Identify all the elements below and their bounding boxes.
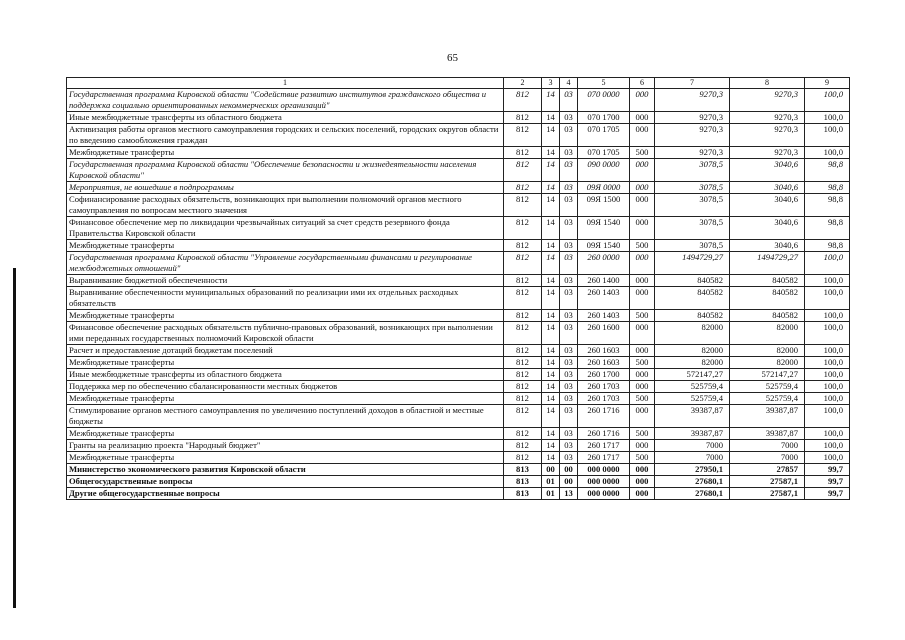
row-name: Иные межбюджетные трансферты из областного бюджета	[67, 369, 504, 381]
target-article-code: 070 1705	[578, 147, 630, 159]
execution-percent: 99,7	[805, 488, 850, 500]
subsection-code: 03	[560, 240, 578, 252]
row-name: Активизация работы органов местного самоуправления городских и сельских поселений, городских округов области по введению самообложения граждан	[67, 124, 504, 147]
execution-percent: 100,0	[805, 452, 850, 464]
executed-amount: 3040,6	[730, 217, 805, 240]
target-article-code: 000 0000	[578, 464, 630, 476]
planned-amount: 3078,5	[655, 182, 730, 194]
subsection-code: 13	[560, 488, 578, 500]
row-name: Государственная программа Кировской области "Обеспечение безопасности и жизнедеятельности населения Кировской области"	[67, 159, 504, 182]
planned-amount: 39387,87	[655, 405, 730, 428]
table-row	[67, 182, 850, 194]
executed-amount: 572147,27	[730, 369, 805, 381]
executed-amount: 82000	[730, 345, 805, 357]
row-name: Расчет и предоставление дотаций бюджетам поселений	[67, 345, 504, 357]
target-article-code: 070 0000	[578, 89, 630, 112]
section-code: 14	[542, 112, 560, 124]
subsection-code: 03	[560, 194, 578, 217]
planned-amount: 525759,4	[655, 381, 730, 393]
row-name: Выравнивание бюджетной обеспеченности	[67, 275, 504, 287]
execution-percent: 100,0	[805, 322, 850, 345]
expense-type-code: 000	[630, 345, 655, 357]
expense-type-code: 000	[630, 252, 655, 275]
expense-type-code: 000	[630, 194, 655, 217]
target-article-code: 000 0000	[578, 476, 630, 488]
section-code: 14	[542, 393, 560, 405]
section-code: 14	[542, 275, 560, 287]
table-row	[67, 476, 850, 488]
execution-percent: 98,8	[805, 159, 850, 182]
subsection-code: 03	[560, 89, 578, 112]
table-row	[67, 428, 850, 440]
table-row	[67, 381, 850, 393]
row-name: Стимулирование органов местного самоуправления по увеличению поступлений доходов в областной и местные бюджеты	[67, 405, 504, 428]
execution-percent: 98,8	[805, 217, 850, 240]
subsection-code: 03	[560, 452, 578, 464]
ministry-code: 812	[504, 194, 542, 217]
executed-amount: 840582	[730, 310, 805, 322]
target-article-code: 09Я 1540	[578, 240, 630, 252]
table-row	[67, 345, 850, 357]
planned-amount: 1494729,27	[655, 252, 730, 275]
column-number: 3	[542, 78, 560, 89]
section-code: 14	[542, 89, 560, 112]
target-article-code: 260 1403	[578, 287, 630, 310]
budget-table	[66, 77, 850, 500]
target-article-code: 070 1700	[578, 112, 630, 124]
section-code: 14	[542, 124, 560, 147]
subsection-code: 03	[560, 287, 578, 310]
scan-edge-line	[13, 268, 16, 608]
section-code: 01	[542, 476, 560, 488]
execution-percent: 100,0	[805, 287, 850, 310]
row-name: Государственная программа Кировской области "Содействие развитию институтов гражданского общества и поддержка социально ориентированных некоммерческих организаций"	[67, 89, 504, 112]
planned-amount: 840582	[655, 275, 730, 287]
executed-amount: 3040,6	[730, 182, 805, 194]
executed-amount: 82000	[730, 322, 805, 345]
expense-type-code: 000	[630, 287, 655, 310]
table-body	[67, 89, 850, 500]
row-name: Выравнивание обеспеченности муниципальных образований по реализации ими их отдельных расходных обязательств	[67, 287, 504, 310]
expense-type-code: 000	[630, 124, 655, 147]
target-article-code: 260 1403	[578, 310, 630, 322]
execution-percent: 99,7	[805, 476, 850, 488]
subsection-code: 03	[560, 147, 578, 159]
table-row	[67, 112, 850, 124]
expense-type-code: 500	[630, 310, 655, 322]
target-article-code: 090 0000	[578, 159, 630, 182]
section-code: 14	[542, 182, 560, 194]
expense-type-code: 000	[630, 182, 655, 194]
ministry-code: 812	[504, 240, 542, 252]
execution-percent: 100,0	[805, 147, 850, 159]
planned-amount: 27680,1	[655, 476, 730, 488]
expense-type-code: 000	[630, 89, 655, 112]
section-code: 14	[542, 310, 560, 322]
target-article-code: 260 1603	[578, 357, 630, 369]
section-code: 14	[542, 287, 560, 310]
planned-amount: 3078,5	[655, 159, 730, 182]
subsection-code: 03	[560, 182, 578, 194]
executed-amount: 525759,4	[730, 381, 805, 393]
column-number: 2	[504, 78, 542, 89]
execution-percent: 100,0	[805, 428, 850, 440]
row-name: Межбюджетные трансферты	[67, 147, 504, 159]
section-code: 14	[542, 428, 560, 440]
table-row	[67, 322, 850, 345]
subsection-code: 03	[560, 252, 578, 275]
subsection-code: 03	[560, 217, 578, 240]
target-article-code: 070 1705	[578, 124, 630, 147]
table-row	[67, 89, 850, 112]
table-row	[67, 357, 850, 369]
column-number: 7	[655, 78, 730, 89]
row-name: Межбюджетные трансферты	[67, 428, 504, 440]
ministry-code: 812	[504, 428, 542, 440]
executed-amount: 82000	[730, 357, 805, 369]
section-code: 14	[542, 217, 560, 240]
planned-amount: 39387,87	[655, 428, 730, 440]
execution-percent: 100,0	[805, 310, 850, 322]
expense-type-code: 500	[630, 393, 655, 405]
subsection-code: 00	[560, 476, 578, 488]
section-code: 14	[542, 194, 560, 217]
planned-amount: 9270,3	[655, 112, 730, 124]
planned-amount: 840582	[655, 310, 730, 322]
target-article-code: 260 1716	[578, 428, 630, 440]
ministry-code: 812	[504, 452, 542, 464]
page-number: 65	[447, 52, 458, 64]
column-number: 8	[730, 78, 805, 89]
subsection-code: 03	[560, 310, 578, 322]
execution-percent: 100,0	[805, 357, 850, 369]
column-number: 6	[630, 78, 655, 89]
row-name: Мероприятия, не вошедшие в подпрограммы	[67, 182, 504, 194]
execution-percent: 100,0	[805, 405, 850, 428]
execution-percent: 100,0	[805, 381, 850, 393]
column-number-row	[67, 78, 850, 89]
target-article-code: 260 1717	[578, 452, 630, 464]
ministry-code: 812	[504, 369, 542, 381]
expense-type-code: 500	[630, 357, 655, 369]
executed-amount: 7000	[730, 440, 805, 452]
subsection-code: 03	[560, 124, 578, 147]
subsection-code: 00	[560, 464, 578, 476]
planned-amount: 7000	[655, 440, 730, 452]
target-article-code: 260 1603	[578, 345, 630, 357]
planned-amount: 9270,3	[655, 124, 730, 147]
target-article-code: 260 1717	[578, 440, 630, 452]
column-number: 4	[560, 78, 578, 89]
subsection-code: 03	[560, 159, 578, 182]
executed-amount: 525759,4	[730, 393, 805, 405]
ministry-code: 812	[504, 112, 542, 124]
ministry-code: 812	[504, 147, 542, 159]
planned-amount: 3078,5	[655, 217, 730, 240]
subsection-code: 03	[560, 405, 578, 428]
section-code: 14	[542, 357, 560, 369]
planned-amount: 572147,27	[655, 369, 730, 381]
planned-amount: 840582	[655, 287, 730, 310]
table-row	[67, 159, 850, 182]
planned-amount: 27950,1	[655, 464, 730, 476]
expense-type-code: 000	[630, 476, 655, 488]
ministry-code: 812	[504, 357, 542, 369]
row-name: Финансовое обеспечение мер по ликвидации чрезвычайных ситуаций за счет средств резервного фонда Правительства Кировской области	[67, 217, 504, 240]
target-article-code: 260 1703	[578, 393, 630, 405]
table-row	[67, 275, 850, 287]
executed-amount: 27587,1	[730, 488, 805, 500]
target-article-code: 09Я 1540	[578, 217, 630, 240]
section-code: 14	[542, 147, 560, 159]
table-row	[67, 287, 850, 310]
section-code: 01	[542, 488, 560, 500]
execution-percent: 100,0	[805, 440, 850, 452]
section-code: 14	[542, 452, 560, 464]
subsection-code: 03	[560, 357, 578, 369]
executed-amount: 3040,6	[730, 194, 805, 217]
planned-amount: 7000	[655, 452, 730, 464]
expense-type-code: 000	[630, 275, 655, 287]
table-row	[67, 310, 850, 322]
ministry-code: 812	[504, 124, 542, 147]
section-code: 14	[542, 345, 560, 357]
executed-amount: 39387,87	[730, 428, 805, 440]
ministry-code: 813	[504, 488, 542, 500]
target-article-code: 260 1703	[578, 381, 630, 393]
expense-type-code: 000	[630, 488, 655, 500]
expense-type-code: 000	[630, 440, 655, 452]
row-name: Гранты на реализацию проекта "Народный бюджет"	[67, 440, 504, 452]
table-row	[67, 440, 850, 452]
section-code: 14	[542, 240, 560, 252]
target-article-code: 000 0000	[578, 488, 630, 500]
planned-amount: 3078,5	[655, 194, 730, 217]
subsection-code: 03	[560, 275, 578, 287]
ministry-code: 812	[504, 89, 542, 112]
subsection-code: 03	[560, 440, 578, 452]
planned-amount: 9270,3	[655, 147, 730, 159]
section-code: 14	[542, 381, 560, 393]
table-row	[67, 452, 850, 464]
execution-percent: 100,0	[805, 369, 850, 381]
ministry-code: 812	[504, 287, 542, 310]
ministry-code: 812	[504, 159, 542, 182]
execution-percent: 98,8	[805, 194, 850, 217]
row-name: Иные межбюджетные трансферты из областного бюджета	[67, 112, 504, 124]
column-number: 1	[67, 78, 504, 89]
expense-type-code: 000	[630, 112, 655, 124]
expense-type-code: 500	[630, 452, 655, 464]
planned-amount: 27680,1	[655, 488, 730, 500]
row-name: Министерство экономического развития Кировской области	[67, 464, 504, 476]
execution-percent: 100,0	[805, 124, 850, 147]
row-name: Софинансирование расходных обязательств, возникающих при выполнении полномочий органов местного самоуправления по вопросам местного значения	[67, 194, 504, 217]
row-name: Межбюджетные трансферты	[67, 357, 504, 369]
section-code: 14	[542, 322, 560, 345]
target-article-code: 09Я 1500	[578, 194, 630, 217]
executed-amount: 1494729,27	[730, 252, 805, 275]
row-name: Общегосударственные вопросы	[67, 476, 504, 488]
section-code: 14	[542, 252, 560, 275]
table-row	[67, 240, 850, 252]
expense-type-code: 000	[630, 369, 655, 381]
planned-amount: 82000	[655, 345, 730, 357]
executed-amount: 9270,3	[730, 89, 805, 112]
expense-type-code: 000	[630, 159, 655, 182]
expense-type-code: 500	[630, 147, 655, 159]
expense-type-code: 500	[630, 428, 655, 440]
executed-amount: 840582	[730, 287, 805, 310]
planned-amount: 525759,4	[655, 393, 730, 405]
table-row	[67, 147, 850, 159]
section-code: 14	[542, 405, 560, 428]
executed-amount: 7000	[730, 452, 805, 464]
ministry-code: 812	[504, 381, 542, 393]
ministry-code: 812	[504, 440, 542, 452]
row-name: Финансовое обеспечение расходных обязательств публично-правовых образований, возникающих при выполнении ими переданных государственных полномочий Кировской области	[67, 322, 504, 345]
execution-percent: 100,0	[805, 112, 850, 124]
table-row	[67, 252, 850, 275]
subsection-code: 03	[560, 322, 578, 345]
expense-type-code: 000	[630, 405, 655, 428]
ministry-code: 812	[504, 217, 542, 240]
row-name: Межбюджетные трансферты	[67, 240, 504, 252]
execution-percent: 100,0	[805, 393, 850, 405]
execution-percent: 100,0	[805, 275, 850, 287]
expense-type-code: 000	[630, 322, 655, 345]
target-article-code: 09Я 0000	[578, 182, 630, 194]
target-article-code: 260 1716	[578, 405, 630, 428]
table-row	[67, 488, 850, 500]
row-name: Поддержка мер по обеспечению сбалансированности местных бюджетов	[67, 381, 504, 393]
executed-amount: 3040,6	[730, 159, 805, 182]
target-article-code: 260 1600	[578, 322, 630, 345]
ministry-code: 812	[504, 345, 542, 357]
row-name: Межбюджетные трансферты	[67, 393, 504, 405]
target-article-code: 260 1700	[578, 369, 630, 381]
subsection-code: 03	[560, 381, 578, 393]
planned-amount: 9270,3	[655, 89, 730, 112]
expense-type-code: 000	[630, 381, 655, 393]
executed-amount: 9270,3	[730, 112, 805, 124]
expense-type-code: 000	[630, 464, 655, 476]
ministry-code: 813	[504, 464, 542, 476]
ministry-code: 812	[504, 182, 542, 194]
executed-amount: 9270,3	[730, 124, 805, 147]
planned-amount: 82000	[655, 357, 730, 369]
execution-percent: 98,8	[805, 182, 850, 194]
row-name: Межбюджетные трансферты	[67, 310, 504, 322]
executed-amount: 39387,87	[730, 405, 805, 428]
section-code: 00	[542, 464, 560, 476]
column-number: 5	[578, 78, 630, 89]
ministry-code: 812	[504, 393, 542, 405]
target-article-code: 260 0000	[578, 252, 630, 275]
table-row	[67, 393, 850, 405]
ministry-code: 812	[504, 310, 542, 322]
ministry-code: 812	[504, 275, 542, 287]
execution-percent: 100,0	[805, 345, 850, 357]
ministry-code: 812	[504, 322, 542, 345]
table-row	[67, 369, 850, 381]
planned-amount: 82000	[655, 322, 730, 345]
target-article-code: 260 1400	[578, 275, 630, 287]
row-name: Государственная программа Кировской области "Управление государственными финансами и регулирование межбюджетных отношений"	[67, 252, 504, 275]
table-row	[67, 464, 850, 476]
executed-amount: 840582	[730, 275, 805, 287]
row-name: Другие общегосударственные вопросы	[67, 488, 504, 500]
ministry-code: 813	[504, 476, 542, 488]
column-number: 9	[805, 78, 850, 89]
subsection-code: 03	[560, 112, 578, 124]
table-row	[67, 124, 850, 147]
row-name: Межбюджетные трансферты	[67, 452, 504, 464]
execution-percent: 100,0	[805, 89, 850, 112]
ministry-code: 812	[504, 405, 542, 428]
executed-amount: 27587,1	[730, 476, 805, 488]
expense-type-code: 000	[630, 217, 655, 240]
subsection-code: 03	[560, 428, 578, 440]
planned-amount: 3078,5	[655, 240, 730, 252]
section-code: 14	[542, 440, 560, 452]
section-code: 14	[542, 369, 560, 381]
execution-percent: 99,7	[805, 464, 850, 476]
executed-amount: 9270,3	[730, 147, 805, 159]
subsection-code: 03	[560, 345, 578, 357]
ministry-code: 812	[504, 252, 542, 275]
section-code: 14	[542, 159, 560, 182]
executed-amount: 27857	[730, 464, 805, 476]
subsection-code: 03	[560, 369, 578, 381]
subsection-code: 03	[560, 393, 578, 405]
execution-percent: 100,0	[805, 252, 850, 275]
table-row	[67, 217, 850, 240]
table-row	[67, 194, 850, 217]
executed-amount: 3040,6	[730, 240, 805, 252]
execution-percent: 98,8	[805, 240, 850, 252]
table-row	[67, 405, 850, 428]
expense-type-code: 500	[630, 240, 655, 252]
